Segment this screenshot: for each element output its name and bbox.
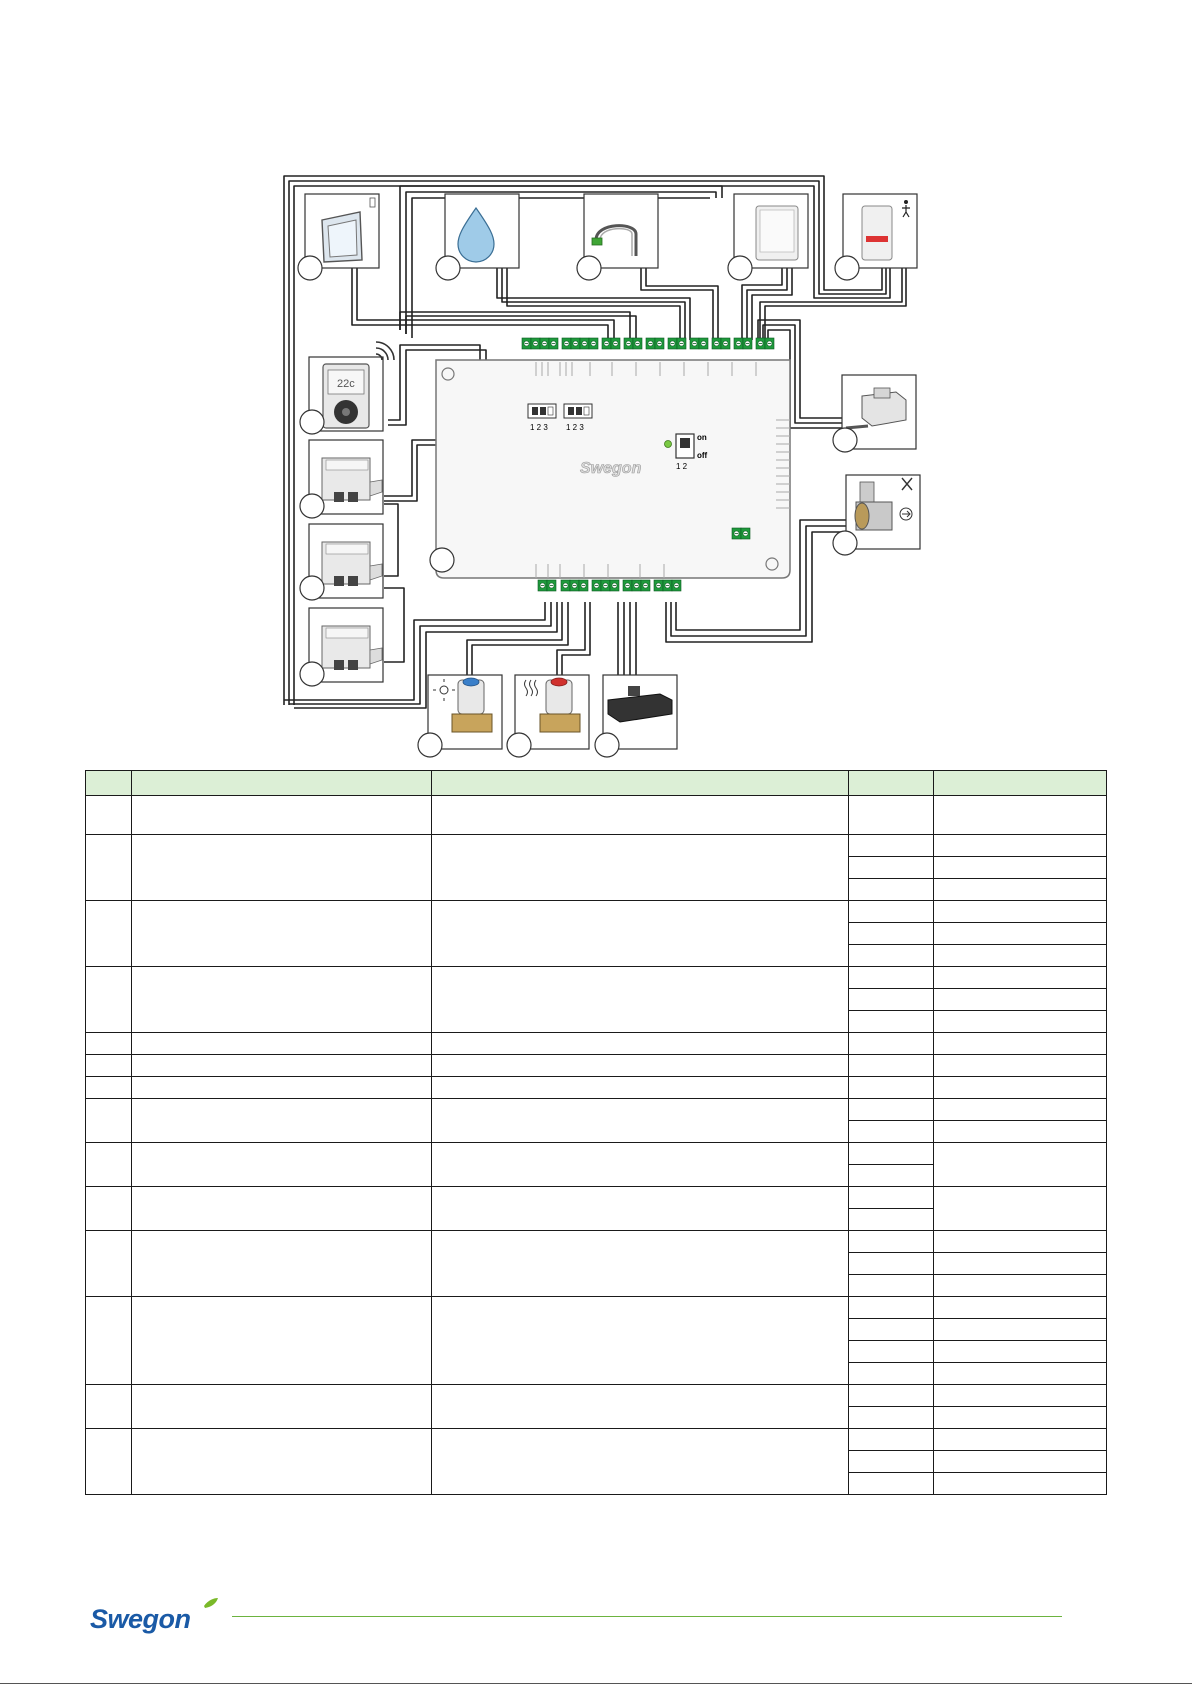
wiring-diagram [0,0,1192,760]
page-bottom-border [0,1683,1192,1684]
footer-logo-text: Swegon [90,1604,191,1634]
connection-table [85,770,1107,1495]
component-flow-sensor [833,475,920,555]
table-row [86,1297,1107,1319]
footer-divider [232,1616,1062,1617]
dip2-numbers: 1 2 3 [566,423,584,432]
callout-condensation [577,256,601,280]
table-row [86,1187,1107,1209]
component-water-sensor [436,194,519,280]
status-led [665,441,672,448]
callout-relay-1 [300,494,324,518]
component-damper-actuator [833,375,916,452]
callout-damper [833,428,857,452]
table-row [86,1055,1107,1077]
table-row [86,1099,1107,1121]
presence-detector-icon [756,206,798,260]
component-relay-2 [300,524,383,600]
component-motion-detector [835,194,917,280]
component-relay-1 [300,440,383,518]
table-row [86,1231,1107,1253]
table-row [86,1429,1107,1451]
bottom-terminals [538,580,681,591]
table-row [86,901,1107,923]
component-window-contact [298,194,379,280]
table-row [86,835,1107,857]
component-heating-valve [507,675,589,757]
switch-on-label: on [697,433,707,442]
leaf-icon [204,1598,218,1608]
callout-cooling [418,733,442,757]
table-row [86,1033,1107,1055]
component-remote-control [300,342,394,434]
callout-relay-3 [300,662,324,686]
table-row [86,967,1107,989]
callout-remote [300,410,324,434]
callout-damper-motor [595,733,619,757]
switch-numbers: 1 2 [676,462,688,471]
table-row [86,1385,1107,1407]
callout-heating [507,733,531,757]
table-row [86,796,1107,835]
controller-board [430,338,790,591]
top-terminals [522,338,774,349]
switch-off-label: off [697,451,708,460]
component-cooling-valve [418,675,502,757]
remote-display-temp: 22c [337,378,355,390]
table-row [86,1143,1107,1165]
callout-relay-2 [300,576,324,600]
dip1-numbers: 1 2 3 [530,423,548,432]
callout-presence [728,256,752,280]
table-header-row [86,771,1107,796]
callout-motion [835,256,859,280]
board-brand: Swegon [580,460,642,477]
component-damper-motor [595,675,677,757]
callout-board [430,548,454,572]
component-presence-detector [728,194,808,280]
table-row [86,1077,1107,1099]
component-condensation-sensor [577,194,658,280]
component-relay-3 [300,608,383,686]
callout-water [436,256,460,280]
footer-logo [90,1598,220,1638]
callout-flow [833,531,857,555]
callout-window [298,256,322,280]
